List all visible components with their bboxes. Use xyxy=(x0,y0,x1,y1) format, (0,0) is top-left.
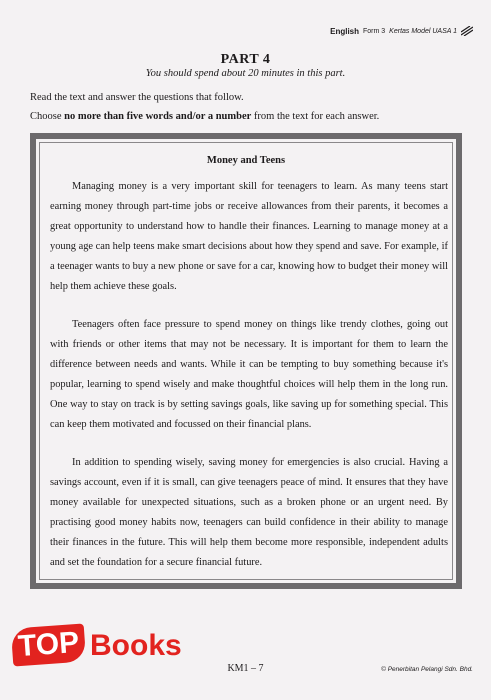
page-header xyxy=(330,26,473,36)
passage-paragraph-2: Teenagers often face pressure to spend money on things like trendy clothes, going out with friends or other items that may not be necessary. It is important for them to learn the difference between needs and wants. While it can be tempting to buy something because it's popular, learning to spend wisely and make thoughtful choices will help them in the long run. One way to stay on track is by setting savings goals, like saving up for something special. This can keep them motivated and focussed on their financial plans. xyxy=(50,319,448,430)
header-paper: Kertas Model UASA 1 xyxy=(389,27,457,35)
passage-box xyxy=(30,133,462,589)
instruction-choose xyxy=(30,111,379,122)
instruction-choose-post: from the text for each answer. xyxy=(251,111,380,122)
passage-paragraph-1: Managing money is a very important skill for teenagers to learn. As many teens start earning money through part-time jobs or receive allowances from their parents, it becomes a great opportunity to understand how to handle their finances. Learning to manage money at a young age can help teens make smart decisions about how they spend and save. For example, if a teenager wants to buy a new phone or save for a car, knowing how to budget their money will help them achieve these goals. xyxy=(50,181,448,292)
logo-top-badge: TOP xyxy=(11,623,87,666)
logo-books-text: Books xyxy=(90,629,182,662)
header-subject: English xyxy=(330,26,359,36)
passage-box-inner xyxy=(39,142,453,580)
part-subtitle: You should spend about 20 minutes in this part. xyxy=(145,68,346,79)
page-number: KM1 – 7 xyxy=(227,663,264,674)
passage-title: Money and Teens xyxy=(206,155,286,166)
passage-paragraph-3: In addition to spending wisely, saving money for emergencies is also crucial. Having a savings account, even if it is small, can give teenagers peace of mind. It ensures that they have money available for unexpected situations, such as a broken phone or an urgent need. By practising good money habits now, teenagers can build confidence in their ability to manage their finances in the future. This will help them become more responsible, independent adults and set the foundation for a secure financial future. xyxy=(50,457,448,568)
part-title: PART 4 xyxy=(220,52,271,67)
instruction-read: Read the text and answer the questions that follow. xyxy=(30,92,244,103)
header-form: Form 3 xyxy=(363,27,386,35)
stacked-lines-icon xyxy=(461,26,473,36)
instruction-choose-pre: Choose xyxy=(30,111,65,122)
instruction-choose-bold: no more than five words and/or a number xyxy=(64,111,252,122)
copyright-notice: © Penerbitan Pelangi Sdn. Bhd. xyxy=(381,666,473,673)
